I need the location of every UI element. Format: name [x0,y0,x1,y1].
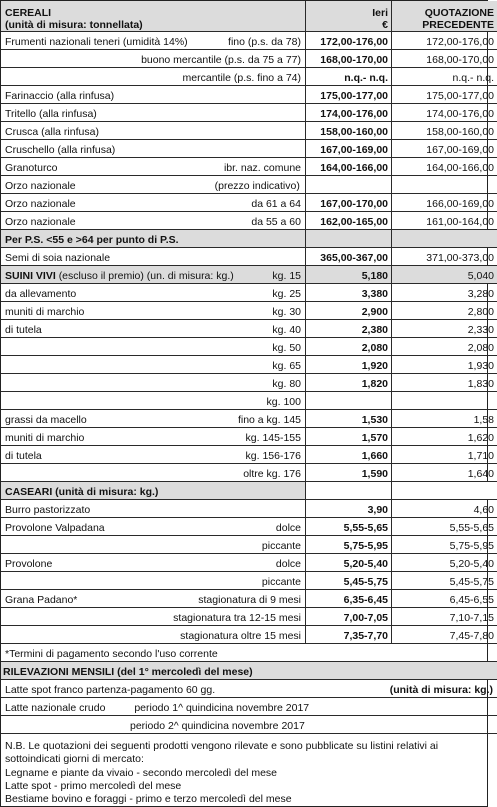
row-label: Provolone [5,558,53,570]
table-row [1,428,497,446]
table-row [1,554,497,572]
row-detail: (prezzo indicativo) [214,180,300,192]
table-row [1,518,497,536]
row-label: Cruschello (alla rinfusa) [5,144,116,156]
col-ieri-label: Ieri [372,7,388,19]
value-ieri: 1,530 [306,410,392,428]
value-prev: 158,00-160,00 [392,122,497,140]
section-title-cereali: CEREALI [5,7,52,19]
note-line: Latte spot - primo mercoledì del mese [5,780,182,792]
row-detail: ibr. naz. comune [223,162,301,174]
row-detail: kg. 65 [272,360,301,372]
table-row [1,212,497,230]
table-row [1,356,497,374]
table-row [1,500,497,518]
value-prev: 1,620 [392,428,497,446]
value-prev: 166,00-169,00 [392,194,497,212]
table-row [1,446,497,464]
table-row [1,410,497,428]
row-label: Provolone Valpadana [5,522,105,534]
table-row [1,338,497,356]
row-label: da allevamento [5,288,77,300]
ps-header-row [1,230,497,248]
row-detail: stagionatura tra 12-15 mesi [173,612,301,624]
value-ieri: 164,00-166,00 [306,158,392,176]
note-line: N.B. Le quotazioni dei seguenti prodotti vengono rilevate e sono pubblicate su listini relativi ai sottoindicati giorni di mercato: [5,740,439,765]
table-row [1,464,497,482]
row-detail: kg. 156-176 [245,450,301,462]
row-detail: kg. 25 [272,288,301,300]
col-prev-label-1: QUOTAZIONE [424,7,494,19]
value-ieri: 1,590 [306,464,392,482]
value-prev: 1,710 [392,446,497,464]
value-ieri: n.q.- n.q. [306,68,392,86]
mensili-header-row [1,662,497,680]
termini-row [1,644,497,662]
row-label: Burro pastorizzato [5,504,91,516]
section-title-suini: SUINI VIVI [5,270,56,282]
section-title-caseari: CASEARI (unità di misura: kg.) [1,482,306,500]
row-detail: fino (p.s. da 78) [228,36,301,48]
note-line: Bestiame bovino e foraggi - primo e terzo mercoledì del mese [5,793,292,805]
value-prev: 5,75-5,95 [392,536,497,554]
row-detail: da 55 a 60 [251,216,301,228]
row-detail: kg. 145-155 [245,432,301,444]
row-label: di tutela [5,450,42,462]
row-detail: piccante [261,576,301,588]
value-ieri: 3,90 [306,500,392,518]
row-detail: piccante [261,540,301,552]
table-row [1,320,497,338]
value-ieri: 168,00-170,00 [306,50,392,68]
row-detail: dolce [275,522,301,534]
row-detail: oltre kg. 176 [243,468,301,480]
value-ieri: 175,00-177,00 [306,86,392,104]
value-ieri: 1,920 [306,356,392,374]
value-ieri: 167,00-170,00 [306,194,392,212]
row-label: Frumenti nazionali teneri (umidità 14%) [5,36,188,48]
table-row [1,68,497,86]
table-row: Latte spot franco partenza-pagamento 60 gg. (unità di misura: kg.) [1,680,497,698]
value-ieri: 2,900 [306,302,392,320]
value-ieri: 5,55-5,65 [306,518,392,536]
value-ieri: 5,45-5,75 [306,572,392,590]
value-prev: 2,800 [392,302,497,320]
value-prev: 172,00-176,00 [392,32,497,50]
value-prev: 6,45-6,55 [392,590,497,608]
row-detail: kg. 80 [272,378,301,390]
caseari-header-row [1,482,497,500]
notes-block [1,734,487,806]
value-prev: 161,00-164,00 [392,212,497,230]
section-unit-suini: (escluso il premio) (un. di misura: kg.) [58,270,234,282]
row-detail: buono mercantile (p.s. da 75 a 77) [141,54,301,66]
value-ieri: 1,570 [306,428,392,446]
row-label: di tutela [5,324,42,336]
table-row [1,194,497,212]
value-ieri: 172,00-176,00 [306,32,392,50]
row-detail: stagionatura di 9 mesi [198,594,301,606]
table-row [1,140,497,158]
value-prev: 5,55-5,65 [392,518,497,536]
value-prev: 175,00-177,00 [392,86,497,104]
row-label: Farinaccio (alla rinfusa) [5,90,115,102]
value-ieri: 2,080 [306,338,392,356]
table-row [1,536,497,554]
value-prev [392,392,497,410]
table-row [1,122,497,140]
table-row [1,302,497,320]
note-line: Legname e piante da vivaio - secondo mercoledì del mese [5,767,277,779]
table-row: periodo 2^ quindicina novembre 2017 [1,716,497,734]
value-ieri: 174,00-176,00 [306,104,392,122]
table-row [1,104,497,122]
row-detail: fino a kg. 145 [237,414,301,426]
value-prev: 1,930 [392,356,497,374]
value-prev: 1,830 [392,374,497,392]
row-detail: kg. 50 [272,342,301,354]
value-prev: 167,00-169,00 [392,140,497,158]
value-prev: 2,330 [392,320,497,338]
table-row: Latte nazionale crudo periodo 1^ quindicina novembre 2017 [1,698,497,716]
row-detail: kg. 100 [266,396,301,408]
row-label: grassi da macello [5,414,87,426]
section-unit-cereali: (unità di misura: tonnellata) [5,19,143,31]
row-label: Grana Padano* [5,594,78,606]
row-label: Orzo nazionale [5,198,76,210]
value-ieri: 5,20-5,40 [306,554,392,572]
row-detail: da 61 a 64 [251,198,301,210]
value-ieri: 158,00-160,00 [306,122,392,140]
row-label: Granoturco [5,162,58,174]
row-label: muniti di marchio [5,306,85,318]
value-prev: 2,080 [392,338,497,356]
table-header [1,1,497,32]
row-label: muniti di marchio [5,432,85,444]
price-table [1,1,497,734]
value-ieri: 1,820 [306,374,392,392]
value-prev: 7,10-7,15 [392,608,497,626]
value-ieri [306,392,392,410]
value-prev: 5,45-5,75 [392,572,497,590]
value-ieri: 7,35-7,70 [306,626,392,644]
table-row [1,626,497,644]
value-ieri: 3,380 [306,284,392,302]
suini-header-row: SUINI VIVI (escluso il premio) (un. di misura: kg.) kg. 15 5,180 5,040 [1,266,497,284]
value-ieri: 2,380 [306,320,392,338]
value-prev: 174,00-176,00 [392,104,497,122]
value-prev: 4,60 [392,500,497,518]
row-detail: kg. 40 [272,324,301,336]
table-row: Semi di soia nazionale 365,00-367,00 371,00-373,00 [1,248,497,266]
value-prev: n.q.- n.q. [392,68,497,86]
table-row [1,608,497,626]
value-prev [392,176,497,194]
section-title-mensili: RILEVAZIONI MENSILI (del 1° mercoledì del mese) [1,662,497,680]
row-label: Orzo nazionale [5,180,76,192]
value-prev: 1,58 [392,410,497,428]
value-ieri: 167,00-169,00 [306,140,392,158]
col-prev-label-2: PRECEDENTE [422,19,494,31]
table-row [1,392,497,410]
table-row [1,572,497,590]
row-detail: dolce [275,558,301,570]
row-detail: stagionatura oltre 15 mesi [180,630,301,642]
value-prev: 5,20-5,40 [392,554,497,572]
table-row [1,176,497,194]
value-prev: 7,45-7,80 [392,626,497,644]
table-row [1,50,497,68]
value-prev: 1,640 [392,464,497,482]
row-detail: kg. 30 [272,306,301,318]
row-detail: mercantile (p.s. fino a 74) [182,72,301,84]
value-ieri: 5,75-5,95 [306,536,392,554]
row-label: Tritello (alla rinfusa) [5,108,97,120]
value-ieri: 1,660 [306,446,392,464]
value-ieri: 162,00-165,00 [306,212,392,230]
value-ieri: 6,35-6,45 [306,590,392,608]
table-row [1,158,497,176]
value-prev: 3,280 [392,284,497,302]
value-prev: 168,00-170,00 [392,50,497,68]
table-row [1,374,497,392]
row-label: Orzo nazionale [5,216,76,228]
termini-note: *Termini di pagamento secondo l'uso corrente [1,644,497,662]
value-ieri: 7,00-7,05 [306,608,392,626]
table-row [1,590,497,608]
col-ieri-currency: € [382,19,388,31]
table-row [1,32,497,50]
table-row [1,86,497,104]
ps-header: Per P.S. <55 e >64 per punto di P.S. [1,230,306,248]
value-prev: 164,00-166,00 [392,158,497,176]
value-ieri [306,176,392,194]
row-label: Crusca (alla rinfusa) [5,126,99,138]
table-row [1,284,497,302]
